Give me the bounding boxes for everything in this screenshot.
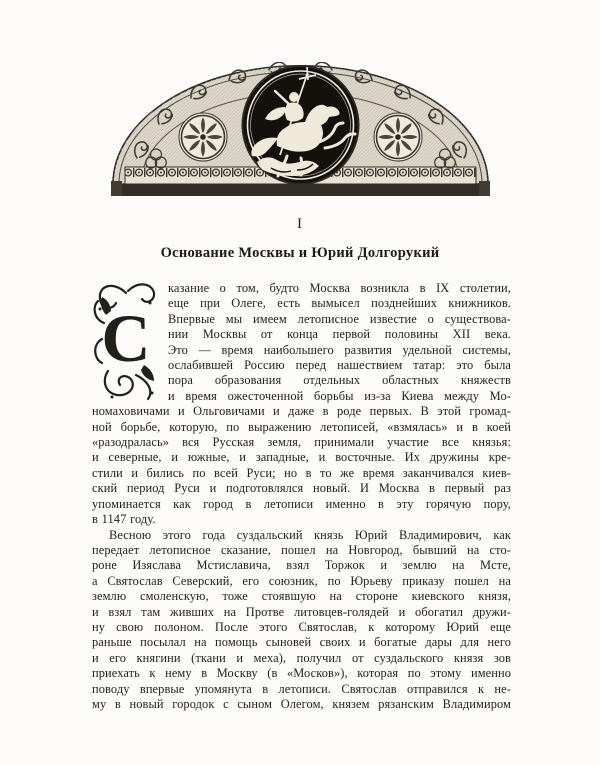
text-line: передает летописное сказание, пошел на Новгород, бывший на сто- bbox=[92, 542, 511, 557]
text-line: нии Москвы от конца первой половины XII века. bbox=[168, 327, 511, 342]
text-line: упоминается как город в летописи именно в эту горячую пору, bbox=[92, 496, 511, 511]
foliate-initial-icon bbox=[92, 279, 160, 402]
text-line: казание о том, будто Москва возникла в IX столетии, bbox=[168, 281, 511, 295]
text-line: номаховичами и Ольговичами и даже в роде первых. В этой громад- bbox=[92, 404, 511, 419]
rosette-right-icon bbox=[374, 113, 422, 161]
text-line: приехать к нему в Москву (в «Москов»), которая по этому именно bbox=[92, 666, 511, 681]
text-line: а Святослав Северский, его союзник, по Юрьеву приказу пошел на bbox=[92, 573, 511, 588]
text-line: и взял там живших на Протве литовцев-голядей и обогатил дружи- bbox=[92, 604, 511, 619]
text-line: «разодралась» вся Русская земля, принимали участие все князья: bbox=[92, 435, 511, 450]
text-line: еще при Олеге, есть вымысел позднейших книжников. bbox=[168, 296, 511, 311]
text-line: и его княгини (ткани и меха), получил от суздальского князя зов bbox=[92, 650, 511, 665]
text-line: ну свою полоном. После этого Святослав, к которому Юрий еще bbox=[92, 619, 511, 634]
text-line: и время ожесточенной борьбы из-за Киева между Мо- bbox=[168, 388, 511, 403]
text-line: раньше посылал на помощь сыновей своих и богатые дары для него bbox=[92, 635, 511, 650]
text-line: ной борьбе, которую, по выражению летописей, «взмялась» и в коей bbox=[92, 419, 511, 434]
text-line: стили и бились по всей Руси; но в то же время заканчивался киев- bbox=[92, 465, 511, 480]
text-line: и северные, и южные, и западные, и восточные. Их дружины кре- bbox=[92, 450, 511, 465]
text-line: землю смоленскую, тоже стоявшую на стороне киевского князя, bbox=[92, 589, 511, 604]
st-george-engraving-icon bbox=[111, 62, 490, 196]
text-line: му в новый городок с сыном Олегом, князем рязанским Владимиром bbox=[92, 696, 511, 711]
text-line: роне Изяслава Мстиславича, взял Торжок и землю на Мсте, bbox=[92, 558, 511, 573]
text-line: Впервые мы имеем летописное известие о существова- bbox=[168, 311, 511, 326]
chapter-number: I bbox=[297, 216, 303, 232]
text-line: ский период Руси и подготовлялся новый. И Москва в первый раз bbox=[92, 481, 511, 496]
st-george-medallion bbox=[243, 66, 359, 184]
paragraph bbox=[92, 281, 511, 528]
paragraph bbox=[92, 528, 511, 713]
text-line: пора образования отдельных областных княжеств bbox=[168, 373, 511, 388]
text-line: в 1147 году. bbox=[92, 512, 156, 527]
text-line: поводу впервые упомянута в летописи. Святослав отправился к не- bbox=[92, 681, 511, 696]
drop-cap-initial bbox=[92, 279, 160, 402]
text-line: Это — время наибольшего развития удельной системы, bbox=[168, 342, 511, 357]
text-line: Весною этого года суздальский князь Юрий Владимирович, как bbox=[109, 527, 511, 542]
base-band bbox=[111, 184, 490, 196]
body-text bbox=[92, 281, 511, 712]
rosette-left-icon bbox=[179, 113, 227, 161]
chapter-title: Основание Москвы и Юрий Долгорукий bbox=[160, 245, 440, 261]
drop-cap-letter: С bbox=[101, 300, 151, 376]
text-line: ослабившей Россию перед нашествием татар: это была bbox=[168, 358, 511, 373]
